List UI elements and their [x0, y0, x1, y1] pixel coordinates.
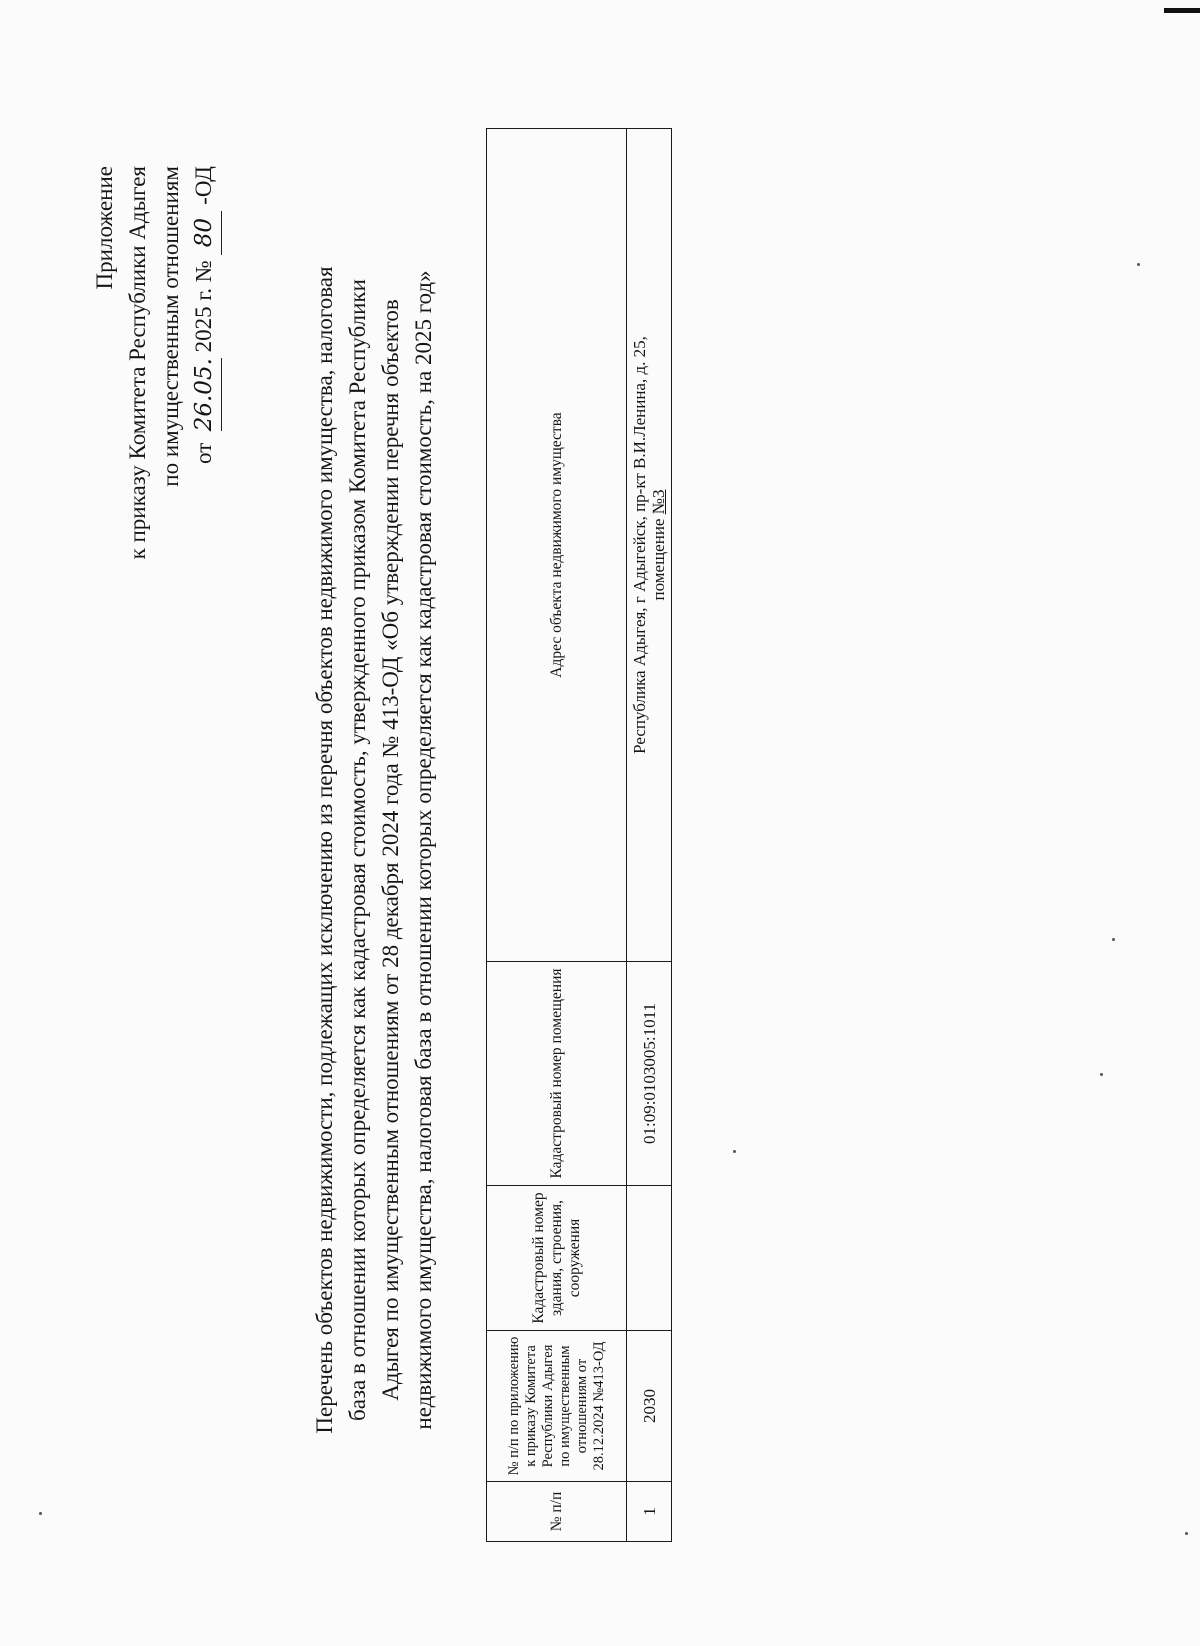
header-ref-num: № п/п по приложению к приказу Комитета Республики Адыгея по имущественным отношениям от 28.12.2024 №413-ОД [487, 1331, 627, 1482]
appendix-label: Приложение [92, 166, 117, 290]
order-suffix: -ОД [191, 166, 216, 205]
document-title [308, 240, 440, 1460]
header-address: Адрес объекта недвижимого имущества [487, 129, 627, 962]
cell-ref-num: 2030 [627, 1331, 672, 1482]
appendix-header [88, 166, 222, 559]
cell-address [627, 129, 672, 962]
date-prefix: от [191, 442, 216, 465]
appendix-committee: по имущественным отношениям [158, 166, 183, 487]
table-row [627, 129, 672, 1542]
title-line: Адыгея по имущественным отношениям от 28 декабря 2024 года № 413-ОД «Об утверждении перечня объектов [378, 299, 403, 1401]
handwritten-date: 26.05. [188, 358, 222, 431]
cell-building-cadastral [627, 1186, 672, 1331]
title-line: база в отношении которых определяется как кадастровая стоимость, утвержденного приказом Комитета Республики [345, 279, 370, 1421]
title-line: недвижимого имущества, налоговая база в отношении которых определяется как кадастровая стоимость, на 2025 год» [411, 270, 436, 1430]
title-line: Перечень объектов недвижимости, подлежащих исключению из перечня объектов недвижимого имущества, налоговая [312, 266, 337, 1434]
address-tail: помещение [649, 514, 668, 601]
cell-premise-cadastral: 01:09:0103005:1011 [627, 962, 672, 1186]
header-building-cadastral: Кадастровый номер здания, строения, сооружения [487, 1186, 627, 1331]
address-premise-number: №3 [649, 489, 668, 515]
date-year: 2025 г. № [191, 260, 216, 353]
appendix-order-ref: к приказу Комитета Республики Адыгея [125, 166, 150, 560]
handwritten-order-number: 80 [188, 211, 222, 255]
address-main: Республика Адыгея, г Адыгейск, пр-кт В.И.Ленина, д. 25, [630, 336, 649, 754]
appendix-date-line [187, 166, 222, 559]
property-table [486, 128, 672, 1542]
header-num: № п/п [487, 1482, 627, 1542]
header-premise-cadastral: Кадастровый номер помещения [487, 962, 627, 1186]
cell-num: 1 [627, 1482, 672, 1542]
table-header-row [487, 129, 627, 1542]
